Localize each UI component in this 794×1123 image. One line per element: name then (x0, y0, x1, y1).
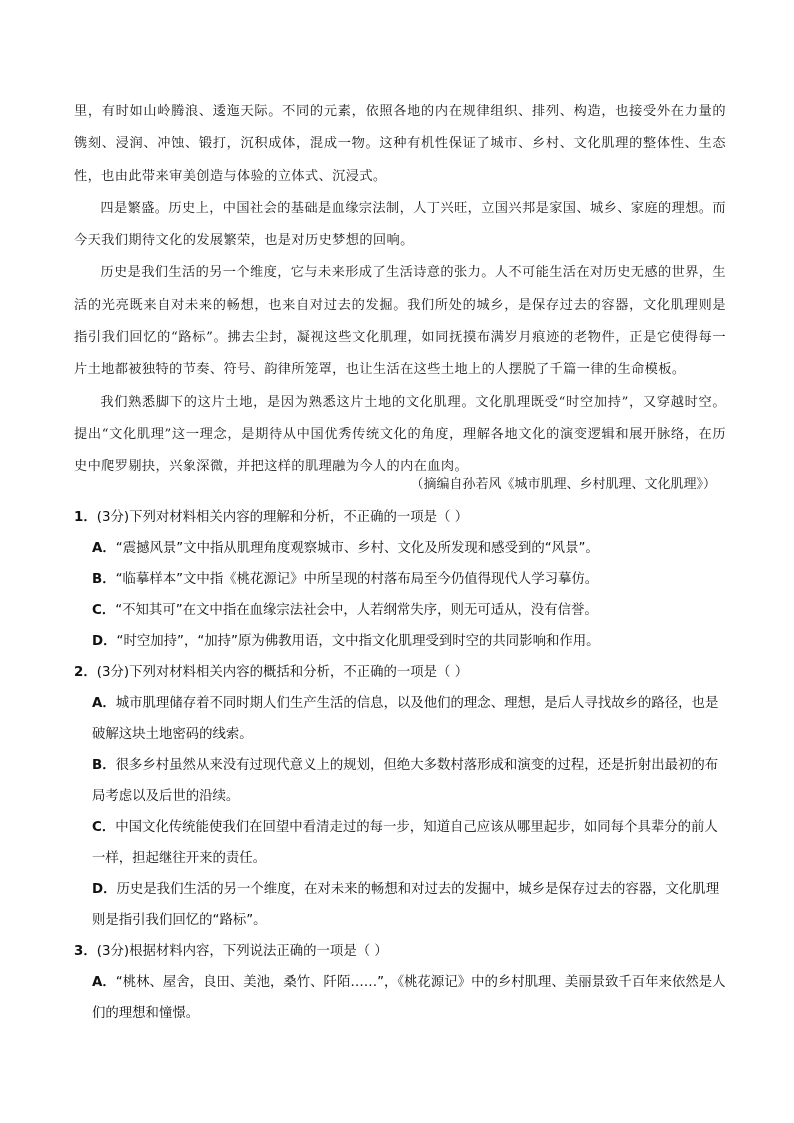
reading-passage (74, 96, 726, 484)
option-c[interactable] (74, 812, 730, 874)
question-text: (3分)根据材料内容，下列说法正确的一项是（ ） (96, 944, 388, 959)
option-c[interactable] (74, 595, 730, 626)
question-2 (74, 657, 730, 936)
option-text: “震撼风景”文中指从肌理角度观察城市、乡村、文化及所发现和感受到的“风景”。 (115, 541, 599, 556)
passage-paragraph: 里，有时如山岭腾浪、逶迤天际。不同的元素，依照各地的内在规律组织、排列、构造，也接受外在力量的镌刻、浸润、冲蚀、锻打，沉积成体，混成一物。这种有机性保证了城市、乡村、文化肌理的整体性、生态性，也由此带来审美创造与体验的立体式、沉浸式。 (74, 104, 726, 184)
option-a[interactable] (74, 533, 730, 564)
passage-paragraph: 四是繁盛。历史上，中国社会的基础是血缘宗法制，人丁兴旺，立国兴邦是家国、城乡、家庭的理想。而今天我们期待文化的发展繁荣，也是对历史梦想的回响。 (74, 200, 726, 249)
option-d[interactable] (74, 874, 730, 936)
option-letter: B． (92, 758, 116, 773)
question-text: (3分)下列对材料相关内容的概括和分析，不正确的一项是（ ） (96, 665, 469, 680)
option-letter: C． (92, 820, 116, 835)
question-text: (3分)下列对材料相关内容的理解和分析，不正确的一项是（ ） (96, 510, 469, 525)
question-number: 3． (74, 944, 97, 959)
question-1 (74, 502, 730, 657)
question-stem (74, 502, 730, 533)
question-3 (74, 936, 730, 1029)
source-citation: （摘编自孙若风《城市肌理、乡村肌理、文化肌理》） (410, 477, 716, 492)
option-letter: A． (92, 975, 116, 990)
option-b[interactable] (74, 750, 730, 812)
option-text: “不知其可”在文中指在血缘宗法社会中，人若纲常失序，则无可适从，没有信誉。 (115, 603, 598, 618)
option-letter: B． (92, 572, 116, 587)
option-b[interactable] (74, 564, 730, 595)
question-number: 1． (74, 510, 97, 525)
question-stem (74, 936, 730, 967)
option-text: “时空加持”，“加持”原为佛教用语，文中指文化肌理受到时空的共同影响和作用。 (116, 634, 600, 649)
option-text: 中国文化传统能使我们在回望中看清走过的每一步，知道自己应该从哪里起步，如同每个具辈分的前人一样，担起继往开来的责任。 (92, 820, 718, 866)
option-a[interactable] (74, 688, 730, 750)
option-letter: D． (92, 882, 117, 897)
passage-paragraph: 历史是我们生活的另一个维度，它与未来形成了生活诗意的张力。人不可能生活在对历史无感的世界，生活的光亮既来自对未来的畅想，也来自对过去的发掘。我们所处的城乡，是保存过去的容器，文化肌理则是指引我们回忆的“路标”。拂去尘封，凝视这些文化肌理，如同抚摸布满岁月痕迹的老物件，正是它使得每一片土地都被独特的节奏、符号、韵律所笼罩，也让生活在这些土地上的人摆脱了千篇一律的生命模板。 (74, 265, 726, 378)
option-letter: A． (92, 696, 116, 711)
option-letter: A． (92, 541, 116, 556)
option-text: “桃林、屋舍，良田、美池，桑竹、阡陌……”，《桃花源记》中的乡村肌理、美丽景致千百年来依然是人们的理想和憧憬。 (92, 975, 726, 1021)
option-letter: C． (92, 603, 116, 618)
option-text: 很多乡村虽然从来没有过现代意义上的规划，但绝大多数村落形成和演变的过程，还是折射出最初的布局考虑以及后世的沿续。 (92, 758, 719, 804)
question-number: 2． (74, 665, 97, 680)
option-text: “临摹样本”文中指《桃花源记》中所呈现的村落布局至今仍值得现代人学习摹仿。 (115, 572, 599, 587)
option-letter: D． (92, 634, 117, 649)
option-a[interactable] (74, 967, 730, 1029)
option-d[interactable] (74, 626, 730, 657)
passage-paragraph: 我们熟悉脚下的这片土地，是因为熟悉这片土地的文化肌理。文化肌理既受“时空加持”，又穿越时空。提出“文化肌理”这一理念，是期待从中国优秀传统文化的角度，理解各地文化的演变逻辑和展开脉络，在历史中爬罗剔抉，兴象深微，并把这样的肌理融为今人的内在血肉。 (74, 394, 726, 475)
option-text: 历史是我们生活的另一个维度，在对未来的畅想和对过去的发掘中，城乡是保存过去的容器，文化肌理则是指引我们回忆的“路标”。 (92, 882, 720, 928)
option-text: 城市肌理储存着不同时期人们生产生活的信息，以及他们的理念、理想，是后人寻找故乡的路径，也是破解这块土地密码的线索。 (92, 696, 719, 742)
question-stem (74, 657, 730, 688)
question-list (74, 502, 730, 1029)
